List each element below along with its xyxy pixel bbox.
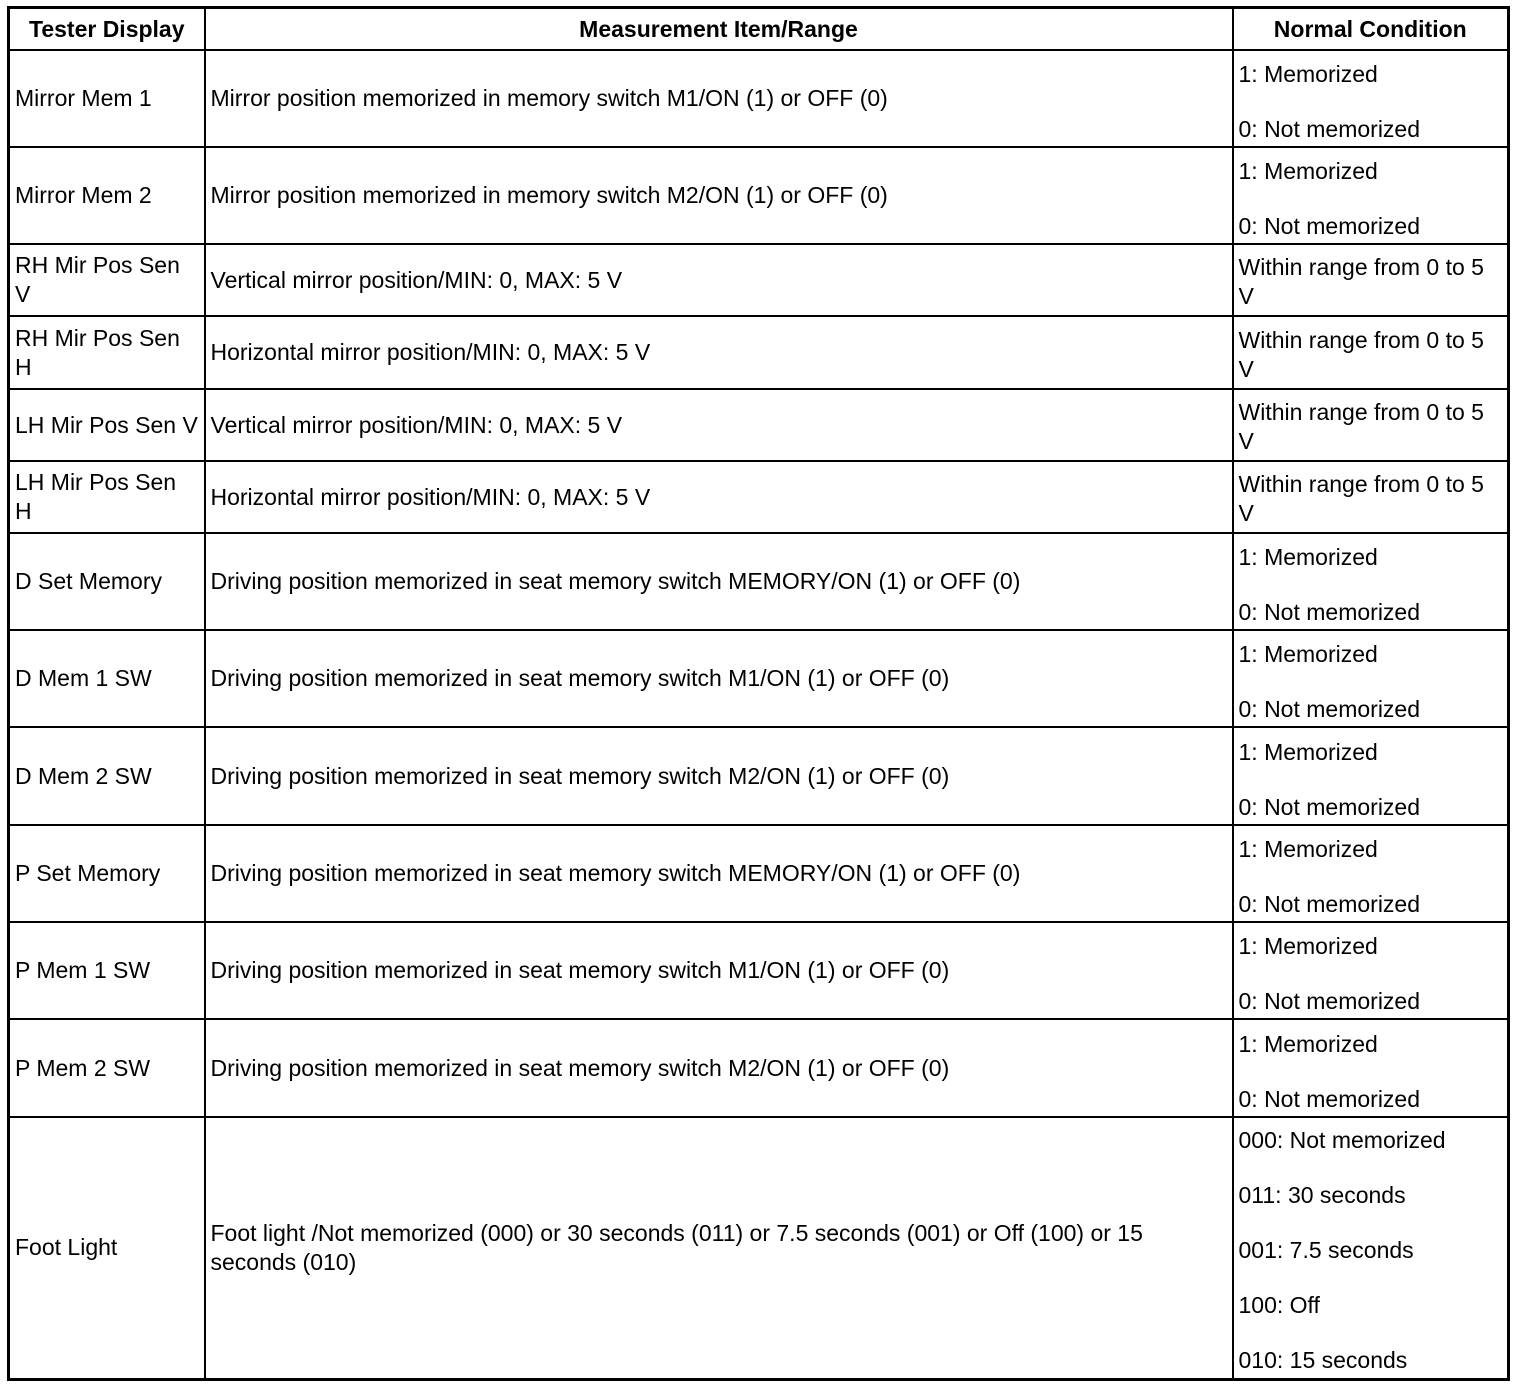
header-row [9,8,1509,51]
measurement-cell: Mirror position memorized in memory switch M2/ON (1) or OFF (0) [205,147,1233,244]
condition-line: 0: Not memorized [1238,988,1421,1014]
tester-display-cell: RH Mir Pos Sen H [9,316,205,389]
table-row [9,147,1509,244]
table-row [9,533,1509,630]
condition-line: 1: Memorized [1238,933,1378,959]
table-row [9,461,1509,533]
header-normal-condition: Normal Condition [1233,8,1509,51]
normal-condition-cell [1233,50,1509,147]
tester-display-cell: Foot Light [9,1117,205,1379]
normal-condition-cell [1233,630,1509,727]
condition-line: 000: Not memorized [1238,1127,1446,1154]
condition-line: 1: Memorized [1238,836,1378,862]
table-row [9,825,1509,922]
normal-condition-cell [1233,825,1509,922]
tester-display-cell: RH Mir Pos Sen V [9,244,205,316]
measurement-cell: Driving position memorized in seat memory switch MEMORY/ON (1) or OFF (0) [205,825,1233,922]
header-tester-display: Tester Display [9,8,205,51]
measurement-cell: Vertical mirror position/MIN: 0, MAX: 5 V [205,244,1233,316]
normal-condition-cell [1233,922,1509,1019]
condition-line: Within range from 0 to 5 V [1238,254,1484,309]
diagnostic-data-list [7,6,1510,1381]
tester-display-cell: LH Mir Pos Sen H [9,461,205,533]
condition-line: 001: 7.5 seconds [1238,1237,1414,1264]
condition-line: 010: 15 seconds [1238,1347,1408,1374]
table-row [9,1117,1509,1379]
condition-line: 011: 30 seconds [1238,1182,1406,1209]
tester-display-cell: Mirror Mem 1 [9,50,205,147]
condition-line: 1: Memorized [1238,641,1378,667]
condition-line: 1: Memorized [1238,738,1378,765]
condition-line: 0: Not memorized [1238,116,1421,142]
measurement-cell: Mirror position memorized in memory switch M1/ON (1) or OFF (0) [205,50,1233,147]
condition-line: 1: Memorized [1238,158,1378,184]
normal-condition-cell [1233,1117,1509,1379]
condition-line: 1: Memorized [1238,544,1378,570]
table-row [9,389,1509,461]
measurement-cell: Horizontal mirror position/MIN: 0, MAX: 5 V [205,316,1233,389]
normal-condition-cell [1233,244,1509,316]
table-row [9,316,1509,389]
table-row [9,244,1509,316]
measurement-cell: Driving position memorized in seat memory switch M1/ON (1) or OFF (0) [205,630,1233,727]
measurement-cell: Vertical mirror position/MIN: 0, MAX: 5 V [205,389,1233,461]
condition-line: 1: Memorized [1238,61,1378,87]
tester-display-cell: D Mem 1 SW [9,630,205,727]
table-row [9,922,1509,1019]
measurement-cell: Driving position memorized in seat memory switch M1/ON (1) or OFF (0) [205,922,1233,1019]
normal-condition-cell [1233,316,1509,389]
table-row [9,1019,1509,1117]
measurement-cell: Driving position memorized in seat memory switch M2/ON (1) or OFF (0) [205,727,1233,825]
measurement-cell: Driving position memorized in seat memory switch MEMORY/ON (1) or OFF (0) [205,533,1233,630]
normal-condition-cell [1233,533,1509,630]
normal-condition-cell [1233,389,1509,461]
condition-line: 0: Not memorized [1238,793,1421,820]
header-measurement-item-range: Measurement Item/Range [205,8,1233,51]
condition-line: 1: Memorized [1238,1030,1378,1057]
table-row [9,630,1509,727]
condition-line: 100: Off [1238,1292,1320,1319]
tester-display-cell: LH Mir Pos Sen V [9,389,205,461]
data-list-table [7,6,1510,1381]
measurement-cell: Driving position memorized in seat memory switch M2/ON (1) or OFF (0) [205,1019,1233,1117]
condition-line: 0: Not memorized [1238,1085,1421,1112]
condition-line: Within range from 0 to 5 V [1238,326,1484,382]
tester-display-cell: Mirror Mem 2 [9,147,205,244]
condition-line: 0: Not memorized [1238,891,1421,917]
condition-line: 0: Not memorized [1238,599,1421,625]
measurement-cell: Foot light /Not memorized (000) or 30 seconds (011) or 7.5 seconds (001) or Off (100) or 15 seconds (010) [205,1117,1233,1379]
condition-line: Within range from 0 to 5 V [1238,399,1484,454]
condition-line: 0: Not memorized [1238,696,1421,722]
tester-display-cell: P Mem 2 SW [9,1019,205,1117]
normal-condition-cell [1233,1019,1509,1117]
condition-line: 0: Not memorized [1238,213,1421,239]
tester-display-cell: P Set Memory [9,825,205,922]
normal-condition-cell [1233,147,1509,244]
table-row [9,727,1509,825]
condition-line: Within range from 0 to 5 V [1238,471,1484,526]
normal-condition-cell [1233,727,1509,825]
tester-display-cell: P Mem 1 SW [9,922,205,1019]
tester-display-cell: D Mem 2 SW [9,727,205,825]
measurement-cell: Horizontal mirror position/MIN: 0, MAX: 5 V [205,461,1233,533]
normal-condition-cell [1233,461,1509,533]
table-row [9,50,1509,147]
tester-display-cell: D Set Memory [9,533,205,630]
